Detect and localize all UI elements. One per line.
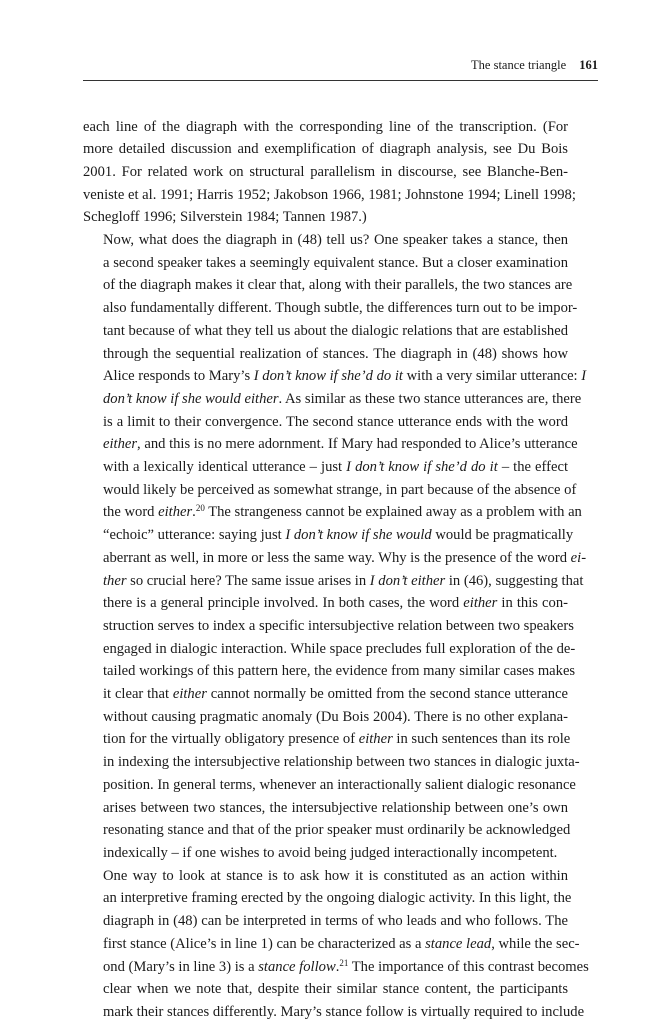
running-header bbox=[83, 58, 598, 81]
text-line: “echoic” utterance: saying just I don’t know if she would would be pragmatically bbox=[103, 527, 574, 544]
text-line: resonating stance and that of the prior speaker must ordinarily be acknowledged bbox=[103, 822, 571, 839]
text-line: would likely be perceived as somewhat strange, in part because of the absence of bbox=[103, 481, 577, 498]
example-phrase: either bbox=[463, 595, 498, 612]
text-line: struction serves to index a specific intersubjective relation between two speakers bbox=[103, 617, 574, 634]
text-line: engaged in dialogic interaction. While space precludes full exploration of the de- bbox=[103, 640, 576, 657]
term: stance follow bbox=[258, 958, 336, 975]
text-line: first stance (Alice’s in line 1) can be characterized as a stance lead, while the sec- bbox=[103, 935, 580, 952]
text-line: more detailed discussion and exemplification of diagraph analysis, see Du Bois bbox=[83, 141, 568, 158]
text-line: ther so crucial here? The same issue arises in I don’t either in (46), suggesting that bbox=[103, 572, 584, 589]
example-phrase: either bbox=[358, 731, 393, 748]
paragraph-2 bbox=[83, 229, 587, 865]
running-title: The stance triangle bbox=[471, 58, 567, 72]
example-phrase: I don’t know if she’d do it bbox=[346, 459, 498, 476]
body-text bbox=[83, 116, 589, 1024]
text-line: 2001. For related work on structural parallelism in discourse, see Blanche-Ben- bbox=[83, 163, 568, 180]
text-line: either, and this is no mere adornment. If Mary had responded to Alice’s utterance bbox=[103, 436, 578, 453]
text-line: clear when we note that, despite their similar stance content, the participants bbox=[103, 981, 568, 998]
text-line: tailed workings of this pattern here, the evidence from many similar cases makes bbox=[103, 663, 576, 680]
example-phrase: I don’t know if she’d do it bbox=[253, 368, 403, 385]
text-line: a second speaker takes a seemingly equivalent stance. But a closer examination bbox=[103, 254, 568, 271]
text-line: arises between two stances, the intersubjective relationship between one’s own bbox=[103, 799, 568, 816]
example-phrase: I don’t either bbox=[369, 572, 446, 589]
text-line: One way to look at stance is to ask how it is constituted as an action within bbox=[103, 867, 568, 884]
page-number: 161 bbox=[579, 58, 598, 72]
text-line: each line of the diagraph with the corresponding line of the transcription. (For bbox=[83, 118, 568, 135]
example-phrase: ei- bbox=[570, 549, 587, 566]
text-line: is a limit to their convergence. The second stance utterance ends with the word bbox=[103, 413, 568, 430]
paragraph-1 bbox=[83, 116, 576, 230]
footnote-ref-20[interactable]: 20 bbox=[195, 503, 205, 514]
text-line: also fundamentally different. Though subtle, the differences turn out to be impor- bbox=[103, 300, 578, 317]
example-phrase: either bbox=[103, 436, 138, 453]
text-line: there is a general principle involved. In both cases, the word either in this con- bbox=[103, 595, 568, 612]
text-line: the word either.$^{20}$ The strangeness cannot be explained away as a problem with an bbox=[103, 503, 582, 521]
text-line: mark their stances differently. Mary’s stance follow is virtually required to include bbox=[103, 1003, 585, 1020]
text-line: in indexing the intersubjective relationship between two stances in dialogic juxta- bbox=[103, 754, 580, 771]
example-phrase: either bbox=[158, 504, 193, 521]
text-line: through the sequential realization of stances. The diagraph in (48) shows how bbox=[103, 345, 568, 362]
text-line: an interpretive framing erected by the ongoing dialogic activity. In this light, the bbox=[103, 890, 572, 907]
example-phrase: ther bbox=[103, 572, 127, 589]
text-line: with a lexically identical utterance – just I don’t know if she’d do it – the effect bbox=[103, 459, 568, 476]
example-phrase: I bbox=[581, 368, 587, 385]
paragraph-3 bbox=[83, 865, 589, 1024]
text-line: don’t know if she would either. As similar as these two stance utterances are, there bbox=[103, 390, 582, 407]
text-line: indexically – if one wishes to avoid being judged interactionally incompetent. bbox=[103, 845, 558, 861]
example-phrase: don’t know if she would either bbox=[103, 390, 279, 407]
text-line: ond (Mary’s in line 3) is a stance follow.$^{21}$ The importance of this contrast becomes bbox=[103, 957, 589, 975]
example-phrase: either bbox=[172, 686, 207, 703]
text-line: Schegloff 1996; Silverstein 1984; Tannen 1987.) bbox=[83, 209, 367, 226]
text-line: of the diagraph makes it clear that, along with their parallels, the two stances are bbox=[103, 277, 573, 294]
term: stance lead bbox=[425, 935, 492, 952]
text-line: position. In general terms, whenever an interactionally salient dialogic resonance bbox=[103, 776, 576, 793]
text-line: Alice responds to Mary’s I don’t know if she’d do it with a very similar utterance: I bbox=[103, 368, 587, 385]
text-line: tion for the virtually obligatory presence of either in such sentences than its role bbox=[103, 731, 571, 748]
footnote-ref-21[interactable]: 21 bbox=[339, 957, 349, 968]
text-line: veniste et al. 1991; Harris 1952; Jakobson 1966, 1981; Johnstone 1994; Linell 1998; bbox=[83, 186, 576, 203]
text-line: tant because of what they tell us about the dialogic relations that are established bbox=[103, 322, 568, 339]
text-line: without causing pragmatic anomaly (Du Bois 2004). There is no other explana- bbox=[103, 708, 568, 725]
text-line: Now, what does the diagraph in (48) tell us? One speaker takes a stance, then bbox=[103, 232, 568, 249]
text-line: it clear that either cannot normally be omitted from the second stance utterance bbox=[103, 686, 568, 703]
text-line: diagraph in (48) can be interpreted in terms of who leads and who follows. The bbox=[103, 913, 568, 930]
text-line: aberrant as well, in more or less the same way. Why is the presence of the word ei- bbox=[103, 549, 587, 566]
example-phrase: I don’t know if she would bbox=[285, 527, 432, 544]
